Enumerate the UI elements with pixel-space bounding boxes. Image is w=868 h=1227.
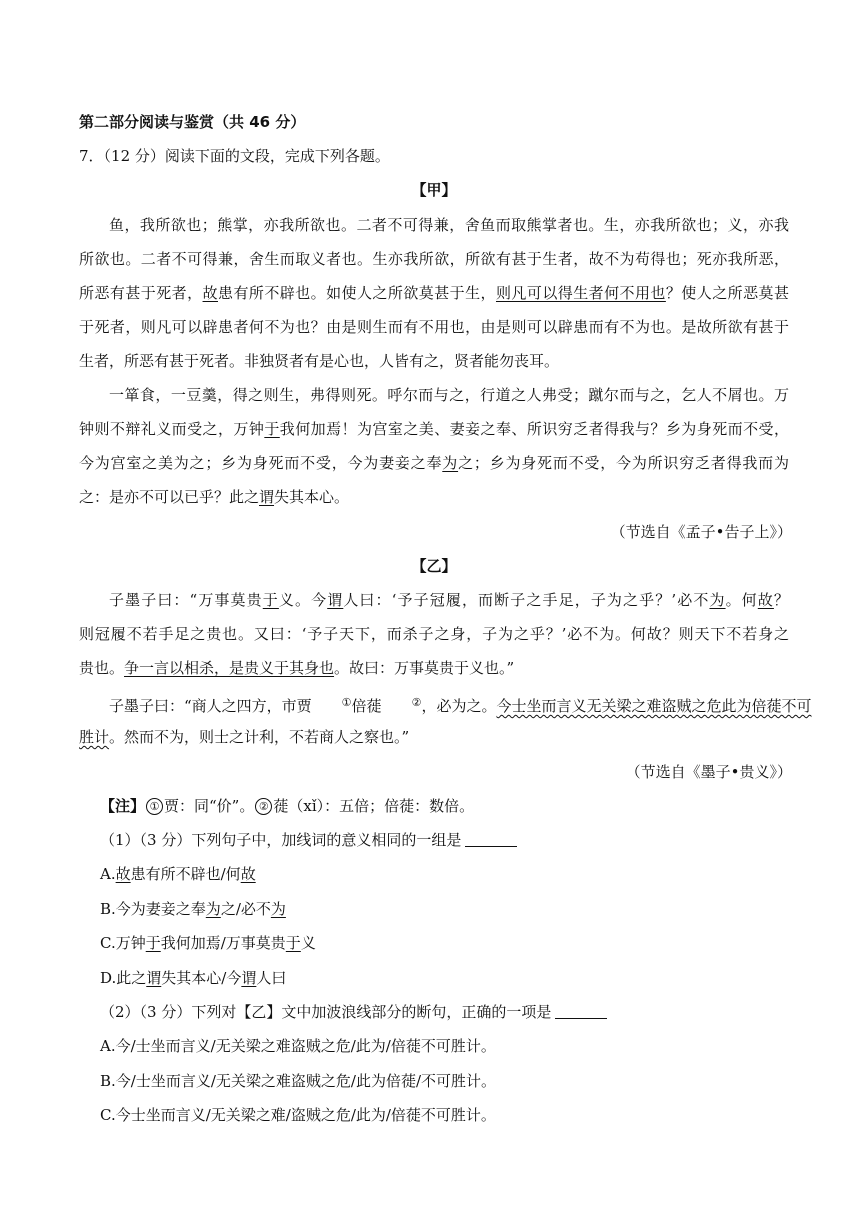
underlined-word: 为 — [270, 899, 286, 918]
sub-question-1-text: （1）（3 分）下列句子中，加线词的意义相同的一组是 — [100, 831, 462, 849]
text-segment: 之：是亦不可以已乎？此之 — [79, 488, 260, 506]
text-segment: 。然而不为，则士之计利，不若商人之察也。” — [109, 728, 410, 746]
underlined-word: 为 — [205, 899, 221, 918]
note-marker-1: ① — [146, 798, 163, 815]
text-segment: 人曰 — [256, 968, 287, 987]
underlined-word: 于 — [145, 934, 161, 952]
q2-option-a[interactable] — [100, 1036, 496, 1056]
q1-option-b[interactable] — [100, 899, 286, 919]
annotation-note — [100, 796, 474, 816]
text-segment: 义 — [300, 934, 316, 952]
paragraph-line — [79, 215, 789, 235]
text-segment: 子墨子曰：“商人之四方，市贾 — [109, 697, 312, 715]
paragraph-line — [79, 249, 789, 269]
yi-source: （节选自《墨子•贵义》） — [625, 763, 792, 781]
underlined-word: 谓 — [259, 488, 275, 506]
text-segment: 患有所不辟也/何 — [130, 865, 241, 883]
paragraph-line — [79, 658, 789, 678]
text-segment: D.此之 — [100, 968, 147, 987]
text-segment: 钟则不辩礼义而受之，万钟 — [79, 420, 265, 438]
paragraph-line — [79, 693, 812, 716]
text-segment: 子墨子曰：“万事莫贵 — [109, 591, 263, 609]
sub-question-2-stem — [100, 1002, 607, 1022]
sub-question-1-stem — [100, 830, 517, 850]
underlined-word: 谓 — [327, 591, 344, 609]
text-segment: 则冠履不若手足之贵也。又曰：‘予子天下，而杀子之身，子为之乎？’必不为。何故？则天下不若身之 — [79, 625, 789, 643]
question-stem: 7．（12 分）阅读下面的文段，完成下列各题。 — [79, 147, 390, 165]
paragraph-line — [79, 727, 789, 747]
underlined-word: 谓 — [146, 968, 162, 987]
yi-heading: 【乙】 — [411, 557, 457, 575]
underlined-word: 故 — [202, 284, 218, 302]
underlined-word: 于 — [262, 591, 279, 609]
q1-option-c[interactable] — [100, 933, 316, 953]
paragraph-line — [79, 385, 789, 405]
text-segment: A.今/士坐而言义/无关梁之难盗贼之危/此为/倍蓰不可胜计。 — [100, 1037, 496, 1055]
text-segment: 倍蓰 — [351, 697, 382, 715]
note-marker-2: ② — [255, 798, 272, 815]
jia-source: （节选自《孟子•告子上》） — [610, 523, 792, 541]
text-segment: 。何 — [725, 591, 758, 609]
text-segment: B.今为妻妾之奉 — [100, 899, 206, 918]
text-segment: 今为宫室之美为之；乡为身死而不受，今为妻妾之奉 — [79, 454, 443, 472]
underlined-word: 则凡可以得生者何不用也 — [495, 284, 666, 302]
underlined-word: 为 — [709, 591, 726, 609]
q2-option-b[interactable] — [100, 1071, 496, 1091]
underlined-word: 为 — [442, 454, 459, 472]
text-segment: 于死者，则凡可以辟患者何不为也？由是则生而有不用也，由是则可以辟患而有不为也。是故所欲有甚于 — [79, 318, 789, 336]
sub-question-2-text: （2）（3 分）下列对【乙】文中加波浪线部分的断句，正确的一项是 — [100, 1003, 552, 1021]
underlined-word: 争一言以相杀，是贵义于其身也 — [124, 659, 335, 677]
text-segment: 生者，所恶有甚于死者。非独贤者有是心也，人皆有之，贤者能勿丧耳。 — [79, 352, 560, 370]
text-segment: C.今士坐而言义/无关梁之难/盗贼之危/此为/倍蓰不可胜计。 — [100, 1106, 496, 1124]
text-segment: 之/必不 — [220, 899, 271, 918]
text-segment: A. — [100, 865, 116, 883]
wavy-underlined-text: 胜计 — [79, 728, 110, 746]
q2-option-c[interactable] — [100, 1105, 496, 1125]
text-segment: 。故曰：万事莫贵于义也。” — [334, 659, 515, 677]
text-segment: 之；乡为身死而不受，今为所识穷乏者得我而为 — [458, 454, 789, 472]
text-segment: ，必为之。 — [421, 697, 497, 715]
answer-blank-2[interactable] — [555, 1004, 607, 1019]
underlined-word: 谓 — [241, 968, 257, 987]
text-segment: 所恶有甚于死者， — [79, 284, 203, 302]
note-text-1: 贾：同“价”。 — [164, 797, 255, 815]
text-segment: C.万钟 — [100, 934, 146, 952]
text-segment: B.今/士坐而言义/无关梁之难盗贼之危/此为倍蓰/不可胜计。 — [100, 1071, 497, 1090]
text-segment: 失其本心/今 — [161, 968, 242, 987]
q1-option-d[interactable] — [100, 968, 286, 988]
note-label: 【注】 — [100, 797, 146, 815]
paragraph-line — [79, 419, 789, 439]
text-segment: 贵也。 — [79, 659, 125, 677]
section-title: 第二部分阅读与鉴赏（共 46 分） — [79, 113, 306, 131]
answer-blank-1[interactable] — [465, 832, 517, 847]
text-segment: 一箪食，一豆羹，得之则生，弗得则死。呼尔而与之，行道之人弗受；蹴尔而与之，乞人不屑也。万 — [109, 386, 789, 404]
underlined-word: 故 — [115, 865, 131, 883]
paragraph-line — [79, 590, 789, 610]
text-segment: 我何加焉/万事莫贵 — [160, 934, 286, 952]
text-segment: 鱼，我所欲也；熊掌，亦我所欲也。二者不可得兼，舍鱼而取熊掌者也。生，亦我所欲也；义，亦我 — [109, 216, 789, 234]
paragraph-line — [79, 283, 789, 303]
jia-heading: 【甲】 — [411, 181, 457, 199]
paragraph-line — [79, 351, 789, 371]
wavy-underlined-text: 今士坐而言义无关梁之难盗贼之危此为倍蓰不可 — [496, 697, 812, 715]
text-segment: 所欲也。二者不可得兼，舍生而取义者也。生亦我所欲，所欲有甚于生者，故不为苟得也；死亦我所恶， — [79, 250, 789, 268]
paragraph-line — [79, 624, 789, 644]
text-segment: ？使人之所恶莫甚 — [665, 284, 789, 302]
text-segment: 患有所不辟也。如使人之所欲莫甚于生， — [218, 284, 496, 302]
text-segment: ？ — [773, 591, 789, 609]
text-segment: 人曰：‘予子冠履，而断子之手足，子为之乎？’必不 — [343, 591, 710, 609]
note-marker: ① — [341, 696, 352, 709]
note-marker: ② — [411, 696, 422, 709]
text-segment: 义。今 — [278, 591, 328, 609]
q1-option-a[interactable] — [100, 864, 256, 884]
paragraph-line — [79, 317, 789, 337]
underlined-word: 于 — [285, 934, 301, 952]
paragraph-line — [79, 453, 789, 473]
note-text-2: 蓰（xǐ）：五倍；倍蓰：数倍。 — [273, 797, 475, 815]
text-segment: 我何加焉！为宫室之美、妻妾之奉、所识穷乏者得我与？乡为身死而不受， — [279, 420, 789, 438]
paragraph-line — [79, 487, 789, 507]
underlined-word: 于 — [264, 420, 280, 438]
text-segment: 失其本心。 — [274, 488, 350, 506]
underlined-word: 故 — [240, 865, 256, 883]
underlined-word: 故 — [757, 591, 774, 609]
